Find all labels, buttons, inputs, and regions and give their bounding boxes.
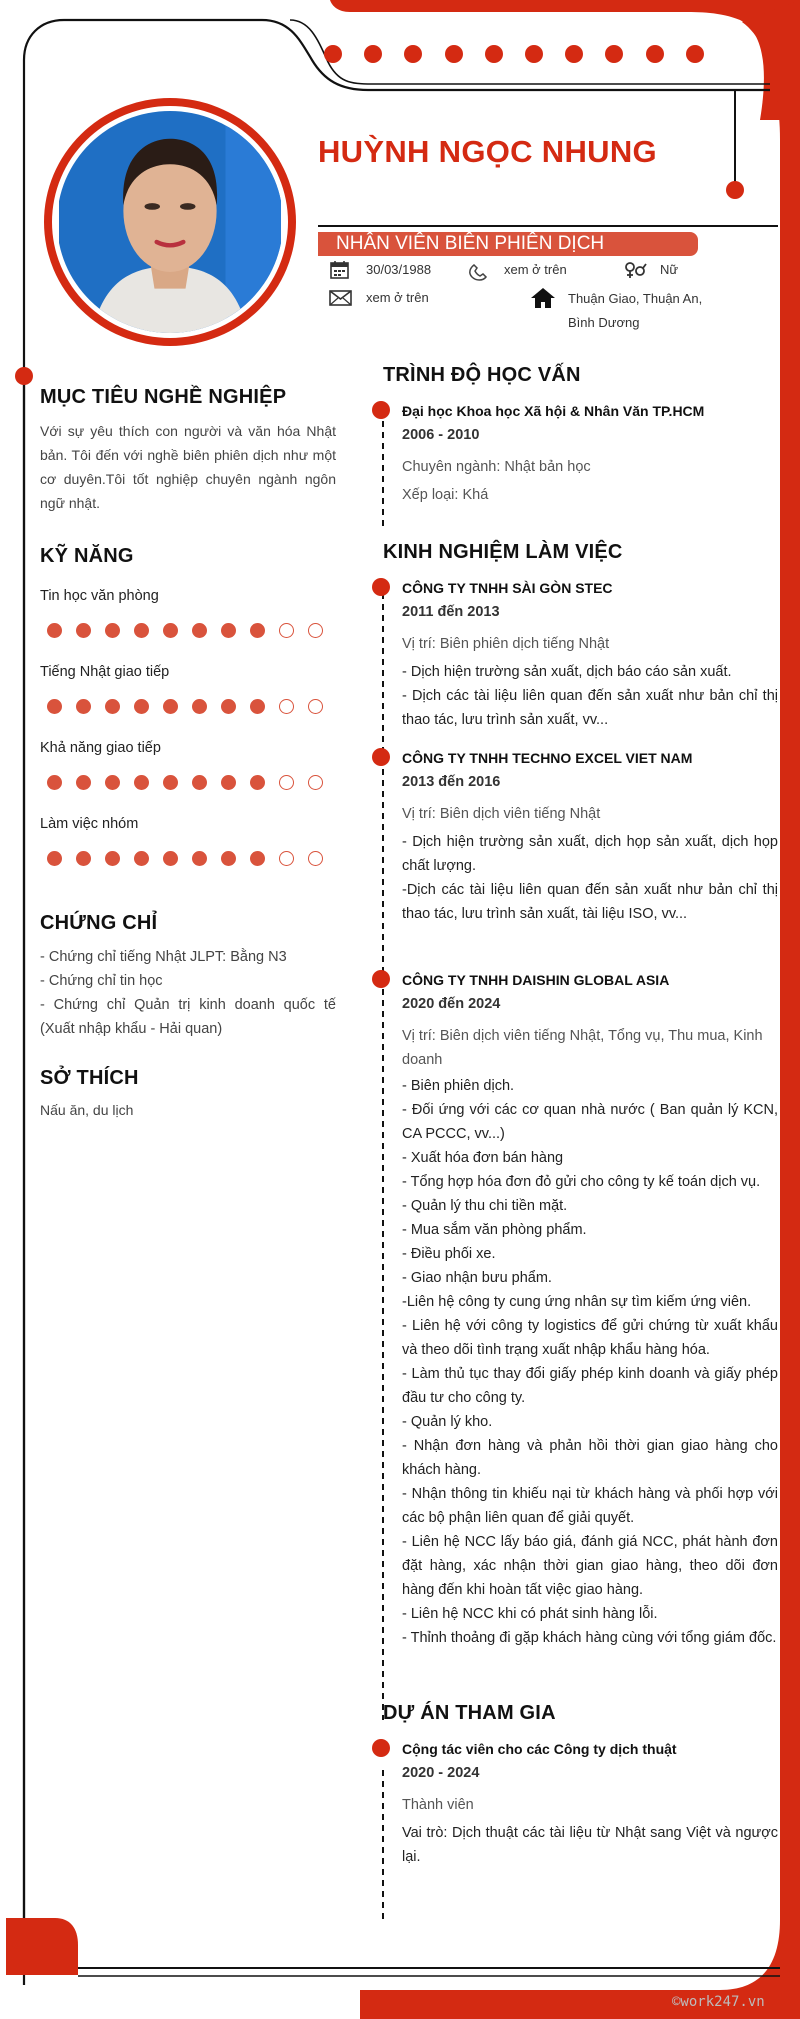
job-detail: -Dịch các tài liệu liên quan đến sản xuất như bản chỉ thị thao tác, lưu trình sản xuất, tài liệu ISO, vv... (402, 882, 778, 922)
education-grade: Xếp loại: Khá (402, 487, 489, 503)
rating-dot-filled (134, 699, 149, 714)
skill-rating (47, 851, 336, 866)
job-entry (383, 968, 778, 1650)
job-detail: - Đối ứng với các cơ quan nhà nước ( Ban quản lý KCN, CA PCCC, vv...) (402, 1102, 778, 1142)
info-phone (466, 259, 567, 281)
rating-dot-empty (308, 623, 323, 638)
job-detail: - Liên hệ NCC lấy báo giá, đánh giá NCC, phát hành đơn đặt hàng, xác nhận thời gian giao hàng, theo dõi đơn hàng đến khi hoàn tất việc giao hàng. (402, 1534, 778, 1598)
project-name: Cộng tác viên cho các Công ty dịch thuật (402, 1741, 677, 1757)
info-email (328, 287, 429, 309)
job-detail: - Quản lý thu chi tiền mặt. (402, 1198, 568, 1214)
skill-name: Làm việc nhóm (40, 816, 139, 832)
rating-dot-filled (105, 699, 120, 714)
rating-dot-filled (221, 775, 236, 790)
skill-name: Tin học văn phòng (40, 588, 159, 604)
rating-dot-filled (192, 623, 207, 638)
experience-title: KINH NGHIỆM LÀM VIỆC (383, 541, 623, 563)
job-detail: - Thỉnh thoảng đi gặp khách hàng cùng với tổng giám đốc. (402, 1630, 777, 1646)
rating-dot-empty (308, 699, 323, 714)
profile-photo (44, 98, 296, 346)
skill-item (40, 816, 336, 866)
hobbies-text: Nấu ăn, du lịch (40, 1102, 134, 1118)
job-title: NHÂN VIÊN BIÊN PHIÊN DỊCH (336, 233, 605, 254)
certificates-list (40, 945, 336, 1041)
job-detail: - Biên phiên dịch. (402, 1078, 515, 1094)
info-birthdate (328, 259, 431, 281)
rating-dot-filled (163, 851, 178, 866)
skill-item (40, 740, 336, 790)
education-major: Chuyên ngành: Nhật bản học (402, 459, 591, 475)
job-position: Vị trí: Biên dịch viên tiếng Nhật, Tổng vụ, Thu mua, Kinh doanh (402, 1028, 763, 1068)
job-title-band (318, 232, 698, 256)
rating-dot-empty (279, 775, 294, 790)
hobbies-title: SỞ THÍCH (40, 1067, 139, 1089)
rating-dot-empty (308, 851, 323, 866)
rating-dot-filled (192, 775, 207, 790)
timeline-dot (372, 748, 390, 766)
timeline-dot (372, 1739, 390, 1757)
education-title: TRÌNH ĐỘ HỌC VẤN (383, 364, 581, 386)
rating-dot-filled (221, 851, 236, 866)
phone-icon (466, 259, 492, 281)
rating-dot-filled (163, 699, 178, 714)
company-name: CÔNG TY TNHH SÀI GÒN STEC (402, 580, 613, 596)
company-name: CÔNG TY TNHH TECHNO EXCEL VIET NAM (402, 750, 693, 766)
skill-rating (47, 775, 336, 790)
skill-item (40, 664, 336, 714)
rating-dot-filled (76, 623, 91, 638)
skill-rating (47, 699, 336, 714)
rating-dot-filled (105, 623, 120, 638)
job-detail: - Liên hệ NCC khi có phát sinh hàng lỗi. (402, 1606, 658, 1622)
objective-text: Với sự yêu thích con người và văn hóa Nhật bản. Tôi đến với nghề biên phiên dịch như một cơ duyên.Tôi tốt nghiệp chuyên ngành ngôn ngữ nhật. (40, 423, 336, 511)
job-detail: - Giao nhận bưu phẩm. (402, 1270, 552, 1286)
job-period: 2013 đến 2016 (402, 774, 501, 790)
education-entry (383, 399, 778, 507)
rating-dot-filled (250, 699, 265, 714)
rating-dot-filled (105, 851, 120, 866)
watermark: ©work247.vn (672, 1994, 765, 2010)
rating-dot-filled (134, 851, 149, 866)
job-detail: - Mua sắm văn phòng phẩm. (402, 1222, 587, 1238)
projects-title: DỰ ÁN THAM GIA (383, 1702, 556, 1724)
objective-title: MỤC TIÊU NGHỀ NGHIỆP (40, 386, 287, 408)
skill-name: Tiếng Nhật giao tiếp (40, 664, 170, 680)
job-detail: - Dịch các tài liệu liên quan đến sản xuất như bản chỉ thị thao tác, lưu trình sản xuất, vv... (402, 688, 778, 728)
rating-dot-filled (76, 699, 91, 714)
home-icon (530, 287, 556, 309)
job-period: 2011 đến 2013 (402, 604, 500, 620)
rating-dot-filled (47, 699, 62, 714)
job-position: Vị trí: Biên phiên dịch tiếng Nhật (402, 636, 610, 652)
job-detail: -Liên hệ công ty cung ứng nhân sự tìm kiếm ứng viên. (402, 1294, 752, 1310)
envelope-icon (328, 287, 354, 309)
timeline-dot (372, 578, 390, 596)
project-description: Vai trò: Dịch thuật các tài liệu từ Nhật sang Việt và ngược lại. (402, 1825, 778, 1865)
rating-dot-filled (134, 623, 149, 638)
portrait-image (57, 111, 283, 333)
skill-rating (47, 623, 336, 638)
rating-dot-filled (47, 775, 62, 790)
rating-dot-filled (221, 623, 236, 638)
gender: Nữ (660, 262, 679, 277)
certificates-title: CHỨNG CHỈ (40, 912, 158, 934)
rating-dot-filled (105, 775, 120, 790)
skill-item (40, 588, 336, 638)
job-detail: - Xuất hóa đơn bán hàng (402, 1150, 564, 1166)
education-period: 2006 - 2010 (402, 427, 480, 443)
rating-dot-filled (134, 775, 149, 790)
rating-dot-empty (279, 623, 294, 638)
job-position: Vị trí: Biên dịch viên tiếng Nhật (402, 806, 601, 822)
rating-dot-filled (76, 851, 91, 866)
right-column (383, 364, 778, 1869)
candidate-name: HUỲNH NGỌC NHUNG (318, 134, 657, 169)
job-entry (383, 576, 778, 732)
rating-dot-filled (76, 775, 91, 790)
phone: xem ở trên (504, 262, 567, 277)
job-detail: - Liên hệ với công ty logistics để gửi chứng từ xuất khẩu và theo dõi tình trạng xuất nhập khẩu hàng hóa. (402, 1318, 778, 1358)
calendar-icon (328, 259, 354, 281)
school-name: Đại học Khoa học Xã hội & Nhân Văn TP.HCM (402, 403, 705, 419)
info-gender (622, 259, 678, 281)
address: Thuận Giao, Thuận An, Bình Dương (568, 291, 703, 330)
job-detail: - Dịch hiện trường sản xuất, dịch báo cáo sản xuất. (402, 664, 732, 680)
certificate-item: - Chứng chỉ tiếng Nhật JLPT: Bằng N3 (40, 949, 287, 965)
company-name: CÔNG TY TNHH DAISHIN GLOBAL ASIA (402, 972, 670, 988)
left-column (40, 386, 336, 1122)
job-detail: - Làm thủ tục thay đổi giấy phép kinh doanh và giấy phép đầu tư cho công ty. (402, 1366, 778, 1406)
rating-dot-filled (250, 623, 265, 638)
job-period: 2020 đến 2024 (402, 996, 501, 1012)
timeline-dot (372, 970, 390, 988)
project-role: Thành viên (402, 1797, 474, 1813)
project-period: 2020 - 2024 (402, 1765, 480, 1781)
job-detail: - Nhận thông tin khiếu nại từ khách hàng và phối hợp với các bộ phận liên quan để giải quyết. (402, 1486, 778, 1526)
job-detail: - Dịch hiện trường sản xuất, dịch họp sản xuất, dịch họp chất lượng. (402, 834, 778, 874)
timeline-dot (372, 401, 390, 419)
rating-dot-filled (47, 623, 62, 638)
certificate-item: - Chứng chỉ tin học (40, 973, 163, 989)
rating-dot-filled (250, 775, 265, 790)
rating-dot-filled (192, 699, 207, 714)
rating-dot-filled (163, 775, 178, 790)
rating-dot-filled (221, 699, 236, 714)
rating-dot-filled (163, 623, 178, 638)
birth-date: 30/03/1988 (366, 262, 432, 277)
job-entry (383, 746, 778, 926)
job-detail: - Tổng hợp hóa đơn đỏ gửi cho công ty kế toán dịch vụ. (402, 1174, 761, 1190)
certificate-item: - Chứng chỉ Quản trị kinh doanh quốc tế (Xuất nhập khẩu - Hải quan) (40, 997, 336, 1037)
rating-dot-empty (308, 775, 323, 790)
rating-dot-filled (250, 851, 265, 866)
job-detail: - Nhận đơn hàng và phản hồi thời gian giao hàng cho khách hàng. (402, 1438, 778, 1478)
info-address (530, 287, 730, 335)
skill-name: Khả năng giao tiếp (40, 740, 161, 756)
job-detail: - Điều phối xe. (402, 1246, 496, 1262)
rating-dot-filled (192, 851, 207, 866)
rating-dot-filled (47, 851, 62, 866)
rating-dot-empty (279, 851, 294, 866)
skills-title: KỸ NĂNG (40, 545, 134, 567)
gender-icon (622, 259, 648, 281)
email: xem ở trên (366, 290, 429, 305)
project-entry (383, 1737, 778, 1869)
job-detail: - Quản lý kho. (402, 1414, 493, 1430)
rating-dot-empty (279, 699, 294, 714)
